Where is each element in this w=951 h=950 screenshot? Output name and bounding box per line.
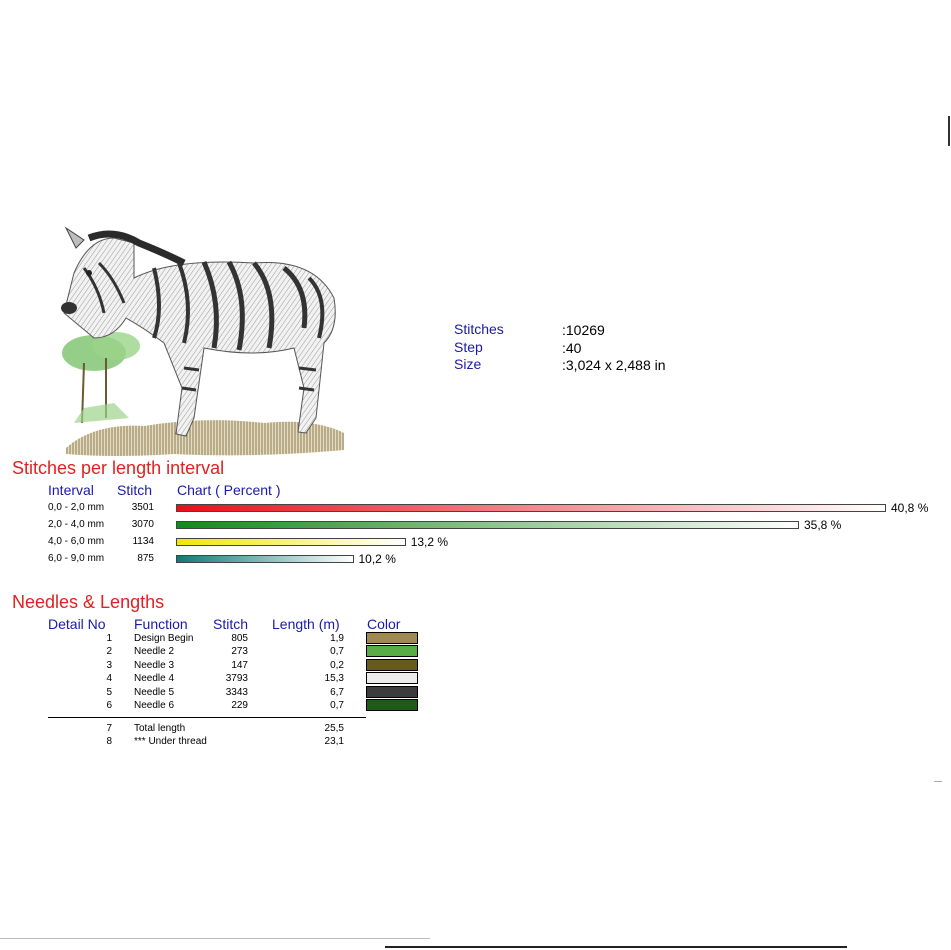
needle-color-swatch: [366, 632, 418, 644]
function-header: Function: [134, 616, 188, 632]
totals-divider: [48, 717, 366, 718]
needle-function: Needle 3: [134, 659, 175, 671]
interval-bar: [176, 555, 354, 563]
interval-percent-label: 40,8 %: [891, 501, 929, 515]
needle-color-swatch: [366, 645, 418, 657]
needle-detail-no: 2: [106, 646, 112, 658]
interval-label: 0,0 - 2,0 mm: [48, 502, 105, 513]
step-label: Step: [454, 339, 483, 355]
size-label: Size: [454, 356, 482, 372]
edge-mark: [934, 781, 942, 782]
total-label: *** Under thread: [134, 736, 207, 748]
needle-length: 1,9: [330, 633, 344, 644]
total-length: 25,5: [324, 723, 344, 734]
needle-function: Needle 6: [134, 700, 175, 711]
needle-color-swatch: [366, 672, 418, 684]
stitch-header: Stitch: [117, 482, 153, 498]
needle-color-swatch: [366, 686, 418, 698]
interval-label: 4,0 - 6,0 mm: [48, 536, 105, 547]
needle-stitch-count: 147: [231, 659, 248, 671]
needle-function: Needle 4: [134, 673, 175, 685]
interval-stitch-count: 3070: [131, 519, 154, 530]
interval-bar: [176, 538, 406, 546]
page-bottom-bar: [385, 946, 847, 948]
needle-function: Needle 2: [134, 646, 175, 658]
chart-header: Chart ( Percent ): [177, 482, 281, 498]
interval-percent-label: 13,2 %: [410, 535, 449, 549]
interval-bar: [176, 504, 886, 512]
needle-detail-no: 3: [106, 659, 112, 671]
stitches-label: Stitches: [454, 321, 504, 337]
interval-label: 2,0 - 4,0 mm: [48, 519, 105, 530]
total-label: Total length: [134, 723, 186, 734]
needle-detail-no: 4: [106, 673, 112, 685]
interval-percent-label: 10,2 %: [358, 552, 396, 566]
detail-no-header: Detail No: [48, 616, 106, 632]
needle-color-swatch: [366, 659, 418, 671]
needle-function: Design Begin: [134, 633, 194, 644]
needle-detail-no: 6: [106, 700, 112, 711]
needles-title: Needles & Lengths: [12, 592, 165, 612]
needle-stitch-count: 273: [231, 646, 248, 658]
needle-detail-no: 5: [106, 686, 112, 698]
interval-stitch-count: 3501: [131, 502, 154, 513]
intervals-title: Stitches per length interval: [12, 458, 225, 478]
total-length: 23,1: [324, 736, 344, 748]
needle-length: 6,7: [330, 686, 344, 698]
stitches-value: :10269: [562, 322, 605, 338]
interval-header: Interval: [48, 482, 94, 498]
interval-label: 6,0 - 9,0 mm: [48, 553, 105, 564]
interval-percent-label: 35,8 %: [803, 518, 842, 532]
needle-stitch-count: 3793: [225, 673, 248, 685]
needle-stitch-header: Stitch: [213, 616, 249, 632]
page-bottom-rule: [0, 938, 430, 939]
total-detail-no: 7: [106, 723, 112, 734]
step-value: :40: [562, 340, 582, 356]
total-detail-no: 8: [106, 736, 112, 748]
needle-length: 0,2: [330, 659, 344, 671]
interval-stitch-count: 875: [137, 553, 154, 564]
needle-length: 0,7: [330, 646, 344, 658]
size-value: :3,024 x 2,488 in: [562, 357, 666, 373]
needle-length: 0,7: [330, 700, 344, 711]
needle-detail-no: 1: [106, 633, 112, 644]
interval-stitch-count: 1134: [132, 536, 154, 547]
needle-function: Needle 5: [134, 686, 175, 698]
interval-bar: [176, 521, 799, 529]
length-header: Length (m): [272, 616, 340, 632]
needle-stitch-count: 3343: [225, 686, 248, 698]
needle-stitch-count: 805: [231, 633, 248, 644]
embroidery-design-preview: [54, 218, 349, 463]
needle-length: 15,3: [324, 673, 344, 685]
scroll-marker: [948, 116, 950, 146]
needle-stitch-count: 229: [231, 700, 248, 711]
needle-color-swatch: [366, 699, 418, 711]
color-header: Color: [367, 616, 401, 632]
